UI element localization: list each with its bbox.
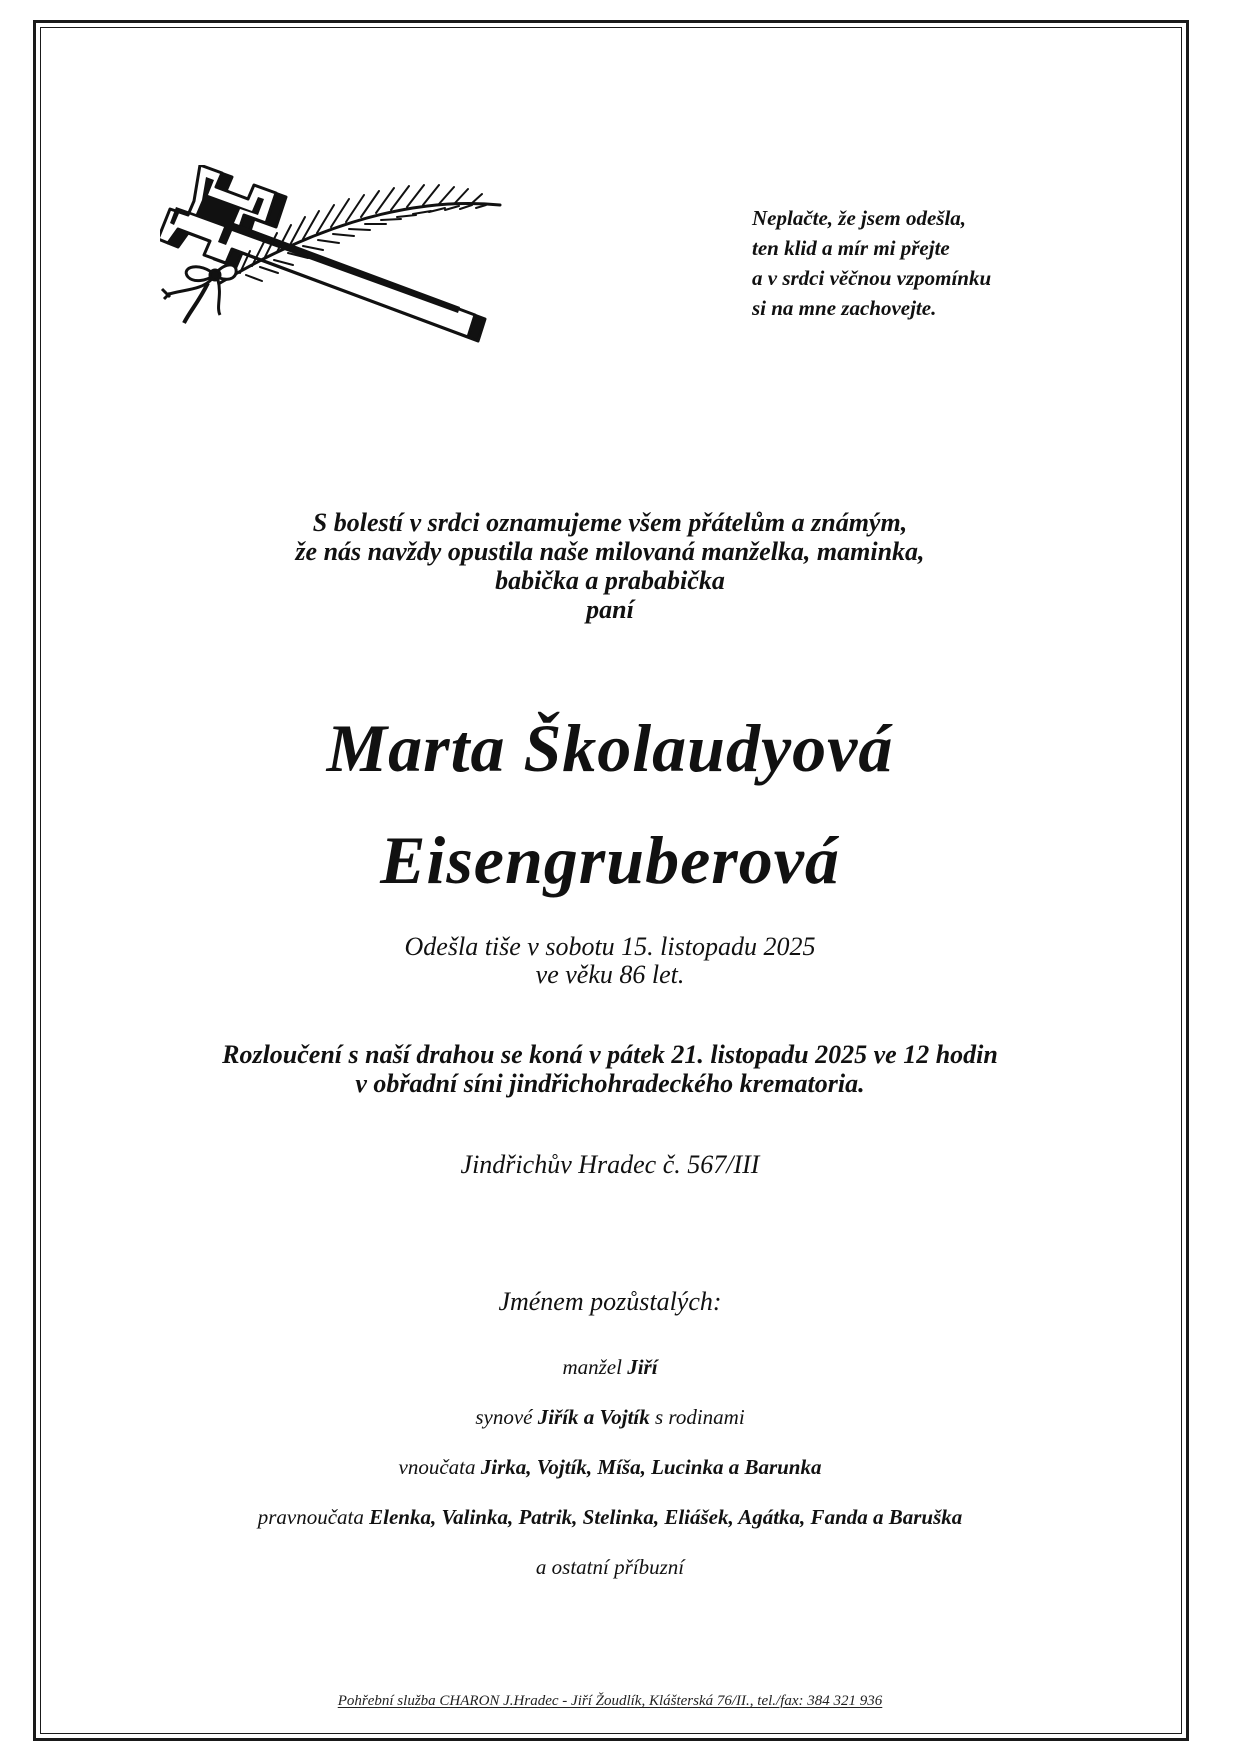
farewell-datetime: Rozloučení s naší drahou se koná v pátek 21. listopadu 2025 ve 12 hodin bbox=[222, 1040, 998, 1069]
survivor-row-spouse bbox=[60, 1352, 1160, 1402]
poem-line: ten klid a mír mi přejte bbox=[752, 236, 950, 260]
deceased-name-line2: Eisengruberová bbox=[380, 822, 840, 898]
farewell-venue: v obřadní síni jindřichohradeckého krematoria. bbox=[355, 1069, 865, 1098]
poem-line: si na mne zachovejte. bbox=[752, 296, 937, 320]
departure-info bbox=[60, 933, 1160, 989]
intro-line: že nás navždy opustila naše milovaná manželka, maminka, bbox=[295, 537, 925, 566]
family-address: Jindřichův Hradec č. 567/III bbox=[460, 1150, 760, 1179]
farewell-info bbox=[60, 1040, 1160, 1098]
deceased-name-line1: Marta Školaudyová bbox=[326, 710, 894, 786]
relation-label: vnoučata bbox=[398, 1455, 481, 1479]
deceased-name bbox=[60, 692, 1160, 916]
relation-label: a ostatní příbuzní bbox=[535, 1555, 685, 1579]
cross-with-palm-icon bbox=[160, 165, 560, 345]
survivor-row-sons bbox=[60, 1402, 1160, 1452]
funeral-service-contact: Pohřební služba CHARON J.Hradec - Jiří Žoudlík, Klášterská 76/II., tel./fax: 384 321 936 bbox=[337, 1693, 883, 1709]
intro-line: babička a prababička bbox=[495, 566, 725, 595]
departure-date: Odešla tiše v sobotu 15. listopadu 2025 bbox=[404, 932, 816, 961]
relation-label: synové bbox=[475, 1405, 538, 1429]
survivor-row-relatives bbox=[60, 1552, 1160, 1602]
survivor-names: Jiří bbox=[627, 1355, 658, 1379]
poem-line: Neplačte, že jsem odešla, bbox=[752, 206, 967, 230]
age-at-death: ve věku 86 let. bbox=[535, 960, 685, 989]
relation-label: pravnoučata bbox=[257, 1505, 370, 1529]
intro-line: S bolestí v srdci oznamujeme všem přátelům a známým, bbox=[312, 508, 908, 537]
survivor-row-great-grandchildren bbox=[60, 1502, 1160, 1552]
survivor-names: Jirka, Vojtík, Míša, Lucinka a Barunka bbox=[480, 1455, 822, 1479]
funeral-service-footer bbox=[60, 1693, 1160, 1710]
relation-suffix: s rodinami bbox=[649, 1405, 745, 1429]
poem-line: a v srdci věčnou vzpomínku bbox=[752, 266, 992, 290]
survivors-list bbox=[60, 1352, 1160, 1602]
intro-line: paní bbox=[586, 595, 634, 624]
announcement-intro bbox=[60, 508, 1160, 624]
poem bbox=[752, 203, 1092, 323]
survivors-heading: Jménem pozůstalých: bbox=[498, 1287, 722, 1316]
survivor-row-grandchildren bbox=[60, 1452, 1160, 1502]
relation-label: manžel bbox=[562, 1355, 628, 1379]
survivor-names: Elenka, Valinka, Patrik, Stelinka, Eliášek, Agátka, Fanda a Baruška bbox=[369, 1505, 963, 1529]
survivor-names: Jiřík a Vojtík bbox=[537, 1405, 650, 1429]
